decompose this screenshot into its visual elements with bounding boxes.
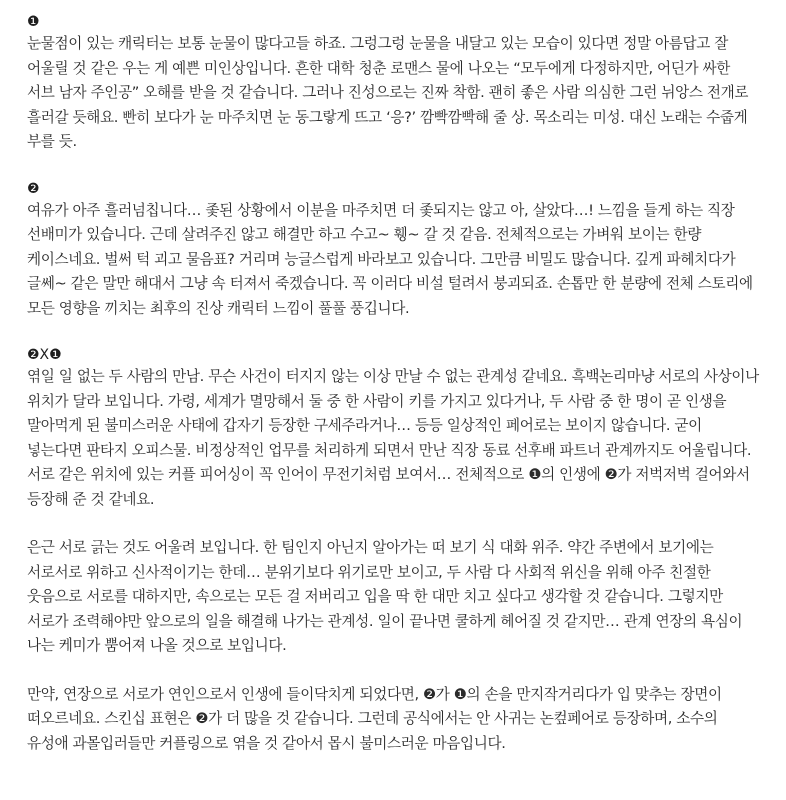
section-paragraph-5: 만약, 연장으로 서로가 연인으로서 인생에 들이닥치게 되었다면, ❷가 ❶의 손을 만지작거리다가 입 맞추는 장면이 떠오르네요. 스킨십 표현은 ❷가 더 많을 것 같습니다. 그런데 공식에서는 안 사귀는 논컾페어로 등장하며, 소수의 유성애 과몰입러들만 커플링으로 엮을 것 같아서 몹시 불미스러운 마음입니다. xyxy=(27,685,722,752)
paragraph-spacer xyxy=(27,321,760,345)
paragraph-spacer xyxy=(27,512,760,536)
section-3 xyxy=(27,345,760,512)
section-1 xyxy=(27,12,760,155)
section-heading-2: ❷ xyxy=(27,180,40,197)
section-heading-3: ❷X❶ xyxy=(27,347,62,363)
section-heading-1: ❶ xyxy=(27,14,40,30)
section-4 xyxy=(27,536,760,659)
section-paragraph-3: 엮일 일 없는 두 사람의 만남. 무슨 사건이 터지지 않는 이상 만날 수 없는 관계성 같네요. 흑백논리마냥 서로의 사상이나 위치가 달라 보입니다. 가령, 세계가 멸망해서 둘 중 한 사람이 키를 가지고 있다거나, 두 사람 중 한 명이 곧 인생을 말아먹게 된 불미스러운 사태에 갑자기 등장한 구세주라거나… 등등 일상적인 페어로는 보이지 않습니다. 굳이 넣는다면 판타지 오피스물. 비정상적인 업무를 처리하게 되면서 만난 직장 동료 선후배 파트너 관계까지도 어울립니다. 서로 같은 위치에 있는 커플 피어싱이 꼭 인어이 무전기처럼 보여서… 전체적으로 ❶의 인생에 ❷가 저벅저벅 걸어와서 등장해 준 것 같네요. xyxy=(27,368,759,508)
section-paragraph-4: 은근 서로 긁는 것도 어울려 보입니다. 한 팀인지 아닌지 알아가는 떠 보기 식 대화 위주. 약간 주변에서 보기에는 서로서로 위하고 신사적이기는 한데… 분위기보다 위기로만 보이고, 두 사람 다 사회적 위신을 위해 아주 친절한 웃음으로 서로를 대하지만, 속으로는 모든 걸 저버리고 입을 딱 한 대만 치고 싶다고 생각할 것 같습니다. 그렇지만 서로가 조력해야만 앞으로의 일을 해결해 나가는 관계성. 일이 끝나면 쿨하게 헤어질 것 같지만… 관계 연장의 욕심이 나는 케미가 뿜어져 나올 것으로 보입니다. xyxy=(27,539,743,654)
section-5 xyxy=(27,683,760,757)
paragraph-spacer xyxy=(27,155,760,179)
section-paragraph-1: 눈물점이 있는 캐릭터는 보통 눈물이 많다고들 하죠. 그렁그렁 눈물을 내달고 있는 모습이 있다면 정말 아름답고 잘 어울릴 것 같은 우는 게 예쁜 미인상입니다. 흔한 대학 청춘 로맨스 물에 나오는 “모두에게 다정하지만, 어딘가 싸한 서브 남자 주인공” 오해를 받을 것 같습니다. 그러나 진성으로는 진짜 착함. 괜히 좋은 사람 의심한 그런 뉘앙스 전개로 흘러갈 듯해요. 빤히 보다가 눈 마주치면 눈 동그랗게 뜨고 ‘응?’ 깜빡깜빡해 줄 상. 목소리는 미성. 대신 노래는 수줍게 부를 듯. xyxy=(27,35,749,150)
section-2 xyxy=(27,179,760,322)
section-paragraph-2: 여유가 아주 흘러넘칩니다… 좇된 상황에서 이분을 마주치면 더 좇되지는 않고 아, 살았다…! 느낌을 들게 하는 직장 선배미가 있습니다. 근데 살려주진 않고 해결만 하고 수고~ 휑~ 갈 것 같음. 전체적으로는 가벼워 보이는 한량 케이스네요. 벌써 턱 괴고 물음표? 거리며 능글스럽게 바라보고 있습니다. 그만큼 비밀도 많습니다. 깊게 파헤치다가 글쎄~ 같은 말만 해대서 그냥 속 터져서 죽겠습니다. 꼭 이러다 비설 털려서 붕괴되죠. 손톱만 한 분량에 전체 스토리에 모든 영향을 끼치는 최후의 진상 캐릭터 느낌이 풀풀 풍깁니다. xyxy=(27,201,753,317)
paragraph-spacer xyxy=(27,659,760,683)
